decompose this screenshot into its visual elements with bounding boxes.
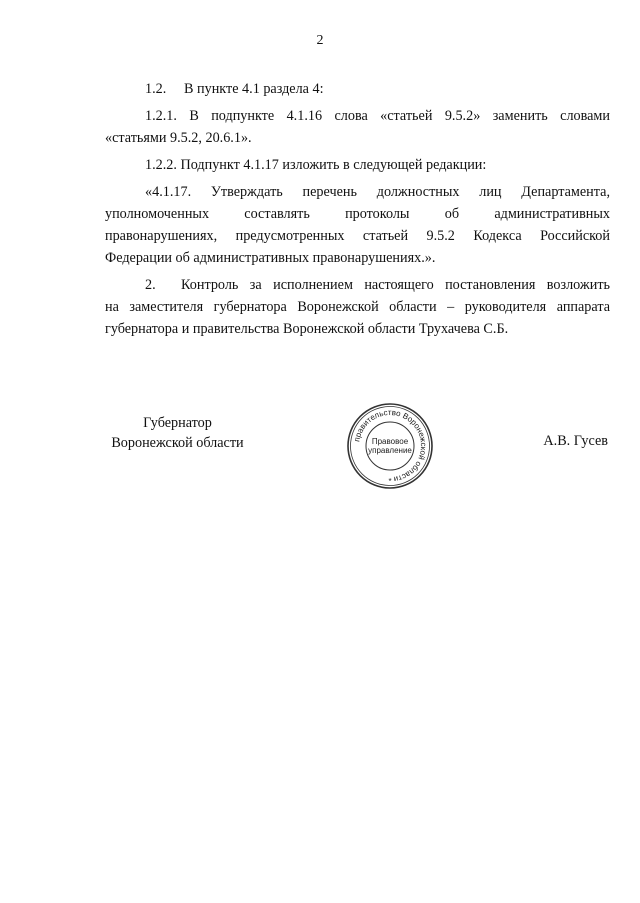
clause-1-2: 1.2. В пункте 4.1 раздела 4: (145, 81, 324, 97)
quote-line-3: правонарушениях, предусмотренных статьей 9.5.2 Кодекса Российской (105, 228, 610, 244)
stamp-star: * (388, 477, 392, 486)
official-stamp (346, 402, 434, 490)
clause-4-1-17-quote (105, 181, 610, 269)
stamp-center-line-2: управление (368, 446, 412, 455)
clause-2-number: 2. (145, 277, 156, 293)
quote-line-1: «4.1.17. Утверждать перечень должностных лиц Департамента, (145, 184, 610, 200)
stamp-ring-text: правительство Воронежской области (352, 407, 429, 484)
clause-1-2-2: 1.2.2. Подпункт 4.1.17 изложить в следующей редакции: (145, 157, 487, 173)
clause-1-2-1 (105, 105, 610, 149)
clause-2-line-3: губернатора и правительства Воронежской области Трухачева С.Б. (105, 321, 509, 337)
page-number: 2 (316, 33, 324, 48)
signatory-title-line-1: Губернатор (143, 415, 212, 431)
quote-line-4: Федерации об административных правонарушениях.». (105, 250, 436, 266)
clause-1-2-1-line-2: «статьями 9.5.2, 20.6.1». (105, 130, 252, 146)
quote-line-2: уполномоченных составлять протоколы об административных (105, 206, 610, 222)
stamp-seal-graphic (346, 402, 434, 490)
signatory-title-line-2: Воронежской области (111, 435, 244, 451)
signatory-name: А.В. Гусев (543, 433, 608, 449)
clause-2 (105, 274, 610, 340)
document-body (105, 78, 610, 345)
stamp-center-line-1: Правовое (371, 437, 409, 446)
clause-2-line-2: на заместителя губернатора Воронежской области – руководителя аппарата (105, 299, 610, 315)
signatory-title (105, 413, 250, 453)
clause-1-2-1-line-1: 1.2.1. В подпункте 4.1.16 слова «статьей 9.5.2» заменить словами (145, 108, 610, 124)
clause-2-line-1 (105, 274, 610, 296)
clause-2-text-1: Контроль за исполнением настоящего постановления возложить (181, 277, 610, 293)
